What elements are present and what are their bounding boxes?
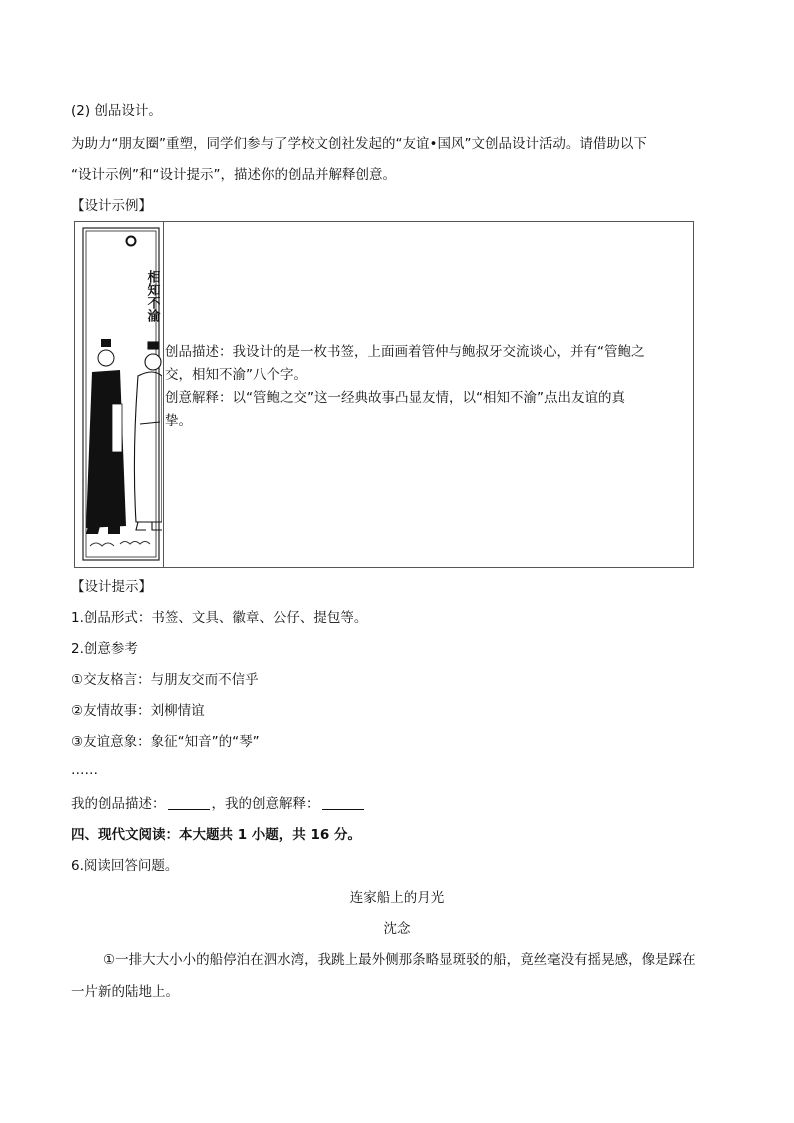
design-example-box <box>74 221 694 568</box>
hint-item-1: 1.创品形式：书签、文具、徽章、公仔、提包等。 <box>71 610 368 626</box>
reference-item-1: ①交友格言：与朋友交而不信乎 <box>71 672 259 688</box>
bookmark-calligraphy: 相知不渝 <box>144 270 160 322</box>
q2-intro-line-2: “设计示例”和“设计提示”，描述你的创品并解释创意。 <box>71 167 396 183</box>
reference-item-3: ③友谊意象：象征“知音”的“琴” <box>71 734 260 750</box>
q6-prompt: 6.阅读回答问题。 <box>71 858 179 874</box>
reference-item-2: ②友情故事：刘柳情谊 <box>71 703 205 719</box>
example-label: 【设计示例】 <box>71 198 152 214</box>
answer-description-label: 我的创品描述： <box>71 796 166 812</box>
article-paragraph-1-line-1: ①一排大大小小的船停泊在泗水湾，我跳上最外侧那条略显斑驳的船，竟丝毫没有摇晃感，像是踩在 <box>103 952 696 968</box>
example-divider <box>163 222 164 567</box>
article-title: 连家船上的月光 <box>349 890 445 906</box>
hint-item-2: 2.创意参考 <box>71 641 138 657</box>
answer-explanation-blank[interactable] <box>322 795 364 810</box>
bookmark-illustration <box>80 226 162 562</box>
article-author: 沈念 <box>383 921 411 937</box>
example-explanation-line-2: 挚。 <box>165 413 192 429</box>
section-4-title: 四、现代文阅读：本大题共 1 小题，共 16 分。 <box>71 827 361 843</box>
ellipsis: …… <box>71 762 98 778</box>
article-paragraph-1-line-2: 一片新的陆地上。 <box>71 984 179 1000</box>
example-description-line-2: 交，相知不渝”八个字。 <box>165 367 307 383</box>
answer-line <box>71 794 366 814</box>
example-description-line-1: 创品描述：我设计的是一枚书签，上面画着管仲与鲍叔牙交流谈心，并有“管鲍之 <box>165 344 645 360</box>
answer-description-blank[interactable] <box>168 795 210 810</box>
q2-intro-line-1: 为助力“朋友圈”重塑，同学们参与了学校文创社发起的“友谊•国风”文创品设计活动。请借助以下 <box>71 136 647 152</box>
answer-explanation-label: ，我的创意解释： <box>211 796 320 812</box>
hint-label: 【设计提示】 <box>71 579 152 595</box>
q2-heading: (2) 创品设计。 <box>71 103 162 119</box>
example-text-block <box>165 341 685 433</box>
example-explanation-line-1: 创意解释：以“管鲍之交”这一经典故事凸显友情，以“相知不渝”点出友谊的真 <box>165 390 625 406</box>
